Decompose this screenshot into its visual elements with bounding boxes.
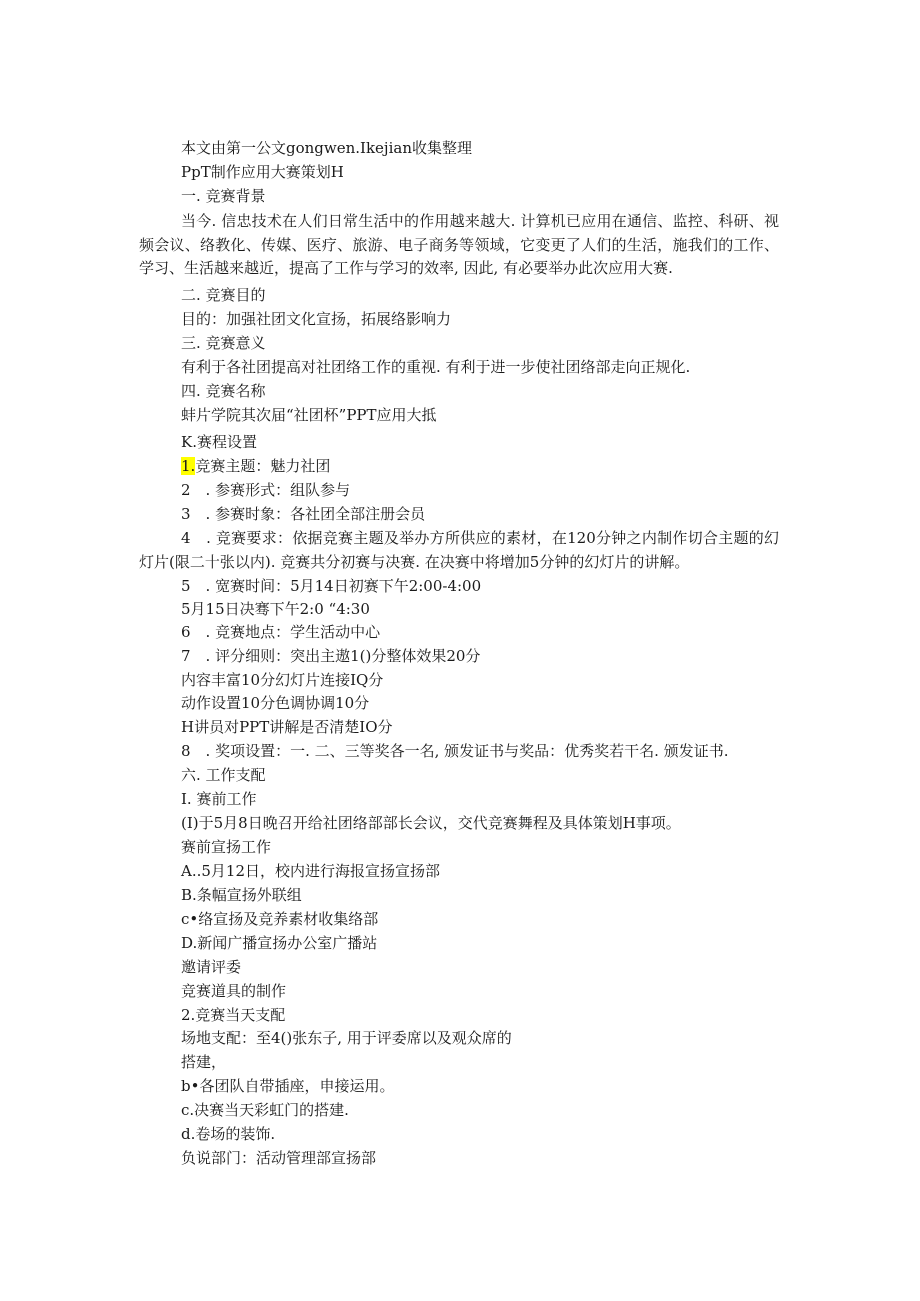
section-heading-work: 六. 工作支配 xyxy=(181,766,266,784)
section-heading-background: 一. 竞赛背景 xyxy=(181,187,266,205)
section-body-significance: 有利于各社团提高对社团络工作的重视. 有利于进一步使社团络部走向正规化. xyxy=(181,358,691,376)
work-item: d.卷场的装饰. xyxy=(181,1125,276,1143)
work-item: 负说部门：活动管理部宣扬部 xyxy=(181,1149,377,1167)
work-item: c•络宣扬及竞养素材收集络部 xyxy=(181,910,379,928)
section-heading-significance: 三. 竞赛意义 xyxy=(181,334,266,352)
item-text: 竞赛主题：魅力社团 xyxy=(195,457,331,475)
item-number-highlight: 1. xyxy=(181,457,196,475)
work-sub-heading-1: I. 赛前工作 xyxy=(181,790,257,808)
work-item: c.决赛当天彩虹门的搭建. xyxy=(181,1101,349,1119)
work-item: 场地支配：至4()张东子, 用于评委席以及观众席的 xyxy=(181,1029,512,1047)
schedule-item-4: 4 . 竞赛要求：依据竞赛主题及举办方所供应的素材，在120分钟之内制作切合主题的幻灯片(限二十张以内). 竞赛共分初赛与决赛. 在决赛中将增加5分钟的幻灯片的讲解。 xyxy=(139,529,779,571)
section-heading-name: 四. 竞赛名称 xyxy=(181,382,266,400)
section-heading-schedule: K.赛程设置 xyxy=(181,433,257,451)
schedule-item-7-line3: 动作设置10分色调协调10分 xyxy=(181,694,370,712)
section-body-background: 当今. 信忠技术在人们日常生活中的作用越来越大. 计算机已应用在通信、监控、科研、视频会议、络教化、传媒、医疗、旅游、电子商务等领域，它变更了人们的生活，施我们的工作、学习、生活越来越近，提高了工作与学习的效率, 因此, 有必要举办此次应用大赛. xyxy=(139,212,779,277)
schedule-item-5-cont: 5月15日决骞下午2:0 “4:30 xyxy=(181,600,370,618)
section-body-purpose: 目的：加强社团文化宣扬，拓展络影响力 xyxy=(181,310,452,328)
work-item: 邀请评委 xyxy=(181,958,242,976)
work-sub-heading-2: 2.竞赛当天支配 xyxy=(181,1006,286,1024)
document-title: PpT制作应用大赛策划H xyxy=(181,163,344,181)
work-item: D.新闻广播宣扬办公室广播站 xyxy=(181,934,378,952)
schedule-item-1 xyxy=(181,456,330,476)
schedule-item-8: 8 . 奖项设置：一. 二、三等奖各一名, 颁发证书与奖品：优秀奖若干名. 颁发证书. xyxy=(181,742,729,760)
work-item: B.条幅宣扬外联组 xyxy=(181,886,302,904)
schedule-item-7-line4: H讲员对PPT讲解是否清楚IO分 xyxy=(181,718,393,736)
section-heading-purpose: 二. 竞赛目的 xyxy=(181,286,266,304)
schedule-item-7-line2: 内容丰富10分幻灯片连接IQ分 xyxy=(181,671,384,689)
work-item: 赛前宣扬工作 xyxy=(181,838,272,856)
schedule-item-2: 2 . 参赛形式：组队参与 xyxy=(181,481,351,499)
schedule-item-3: 3 . 参赛时象：各社团全部注册会员 xyxy=(181,505,426,523)
section-body-name: 蚌片学院其次届“社团杯”PPT应用大抵 xyxy=(181,406,437,424)
work-item: b•各团队自带插座，申接运用。 xyxy=(181,1077,395,1095)
work-item: A..5月12日，校内进行海报宣扬宣扬部 xyxy=(181,862,441,880)
work-item: 搭建， xyxy=(181,1053,227,1071)
header-note: 本文由第一公文gongwen.Ikejian收集整理 xyxy=(181,139,472,157)
work-item: 竞赛道具的制作 xyxy=(181,982,287,1000)
work-item: (I)于5月8日晚召开给社团络部部长会议，交代竞赛舞程及具体策划H事项。 xyxy=(181,814,681,832)
schedule-item-6: 6 . 竞赛地点：学生活动中心 xyxy=(181,623,381,641)
schedule-item-7: 7 . 评分细则：突出主遨1()分整体效果20分 xyxy=(181,647,481,665)
schedule-item-5: 5 . 宽赛时间：5月14日初赛下午2:00-4:00 xyxy=(181,577,482,595)
